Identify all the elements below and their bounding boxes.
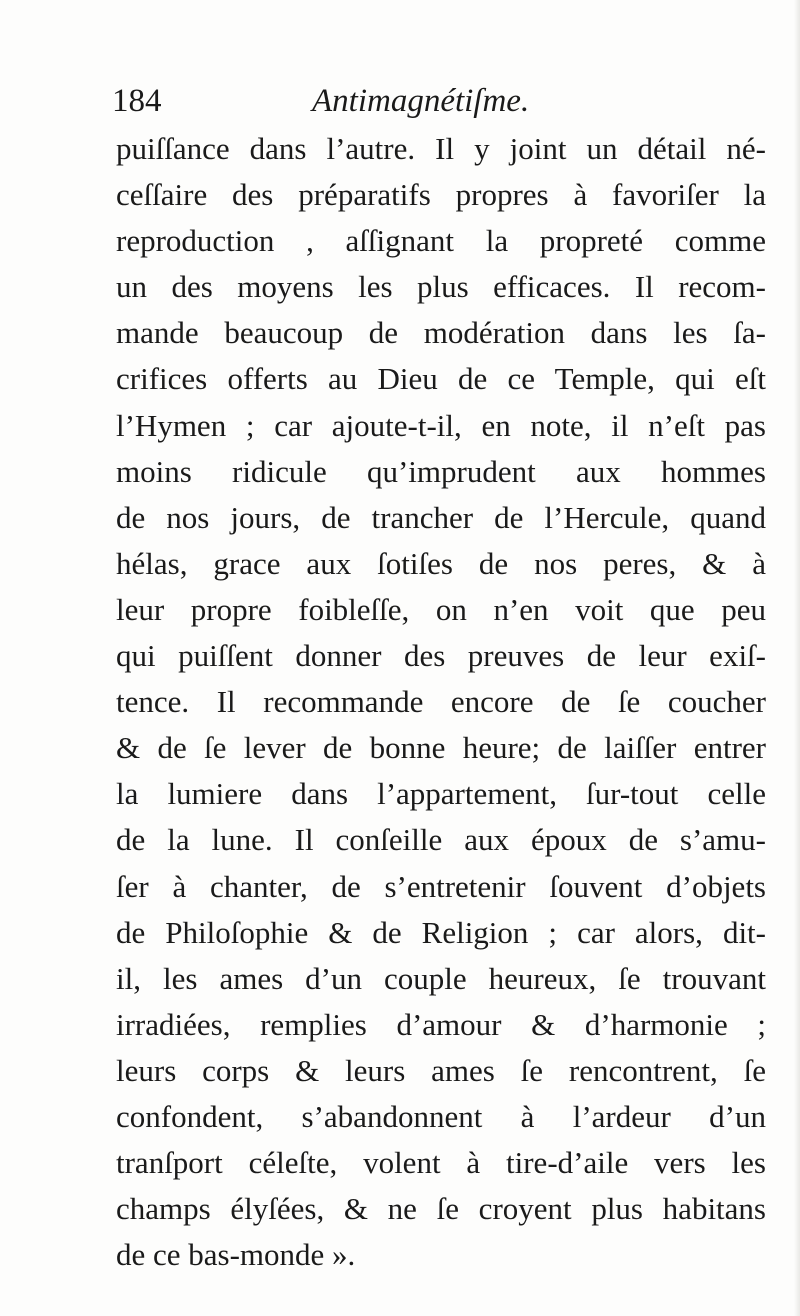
text-line: un des moyens les plus efficaces. Il recom-: [116, 269, 766, 305]
text-line: tranſport céleſte, volent à tire-d’aile vers les: [116, 1145, 766, 1181]
text-line: l’Hymen ; car ajoute-t-il, en note, il n’eſt pas: [116, 407, 766, 443]
text-line: leur propre foibleſſe, on n’en voit que peu: [116, 591, 766, 627]
text-line: la lumiere dans l’appartement, ſur-tout celle: [116, 776, 766, 812]
text-line: de nos jours, de trancher de l’Hercule, quand: [116, 499, 766, 535]
text-line: reproduction , aſſignant la propreté comme: [116, 223, 766, 259]
running-head: [112, 78, 672, 124]
text-line: il, les ames d’un couple heureux, ſe trouvant: [116, 960, 766, 996]
text-line: qui puiſſent donner des preuves de leur exiſ-: [116, 638, 766, 674]
text-line: ceſſaire des préparatifs propres à favoriſer la: [116, 177, 766, 213]
text-line: puiſſance dans l’autre. Il y joint un détail né-: [116, 131, 766, 166]
text-line: de Philoſophie & de Religion ; car alors, dit-: [116, 914, 766, 950]
text-line: de la lune. Il conſeille aux époux de s’amu-: [116, 822, 766, 858]
text-line: confondent, s’abandonnent à l’ardeur d’un: [116, 1098, 766, 1134]
text-line: de ce bas-monde ».: [116, 1237, 356, 1273]
body-text: [116, 126, 766, 1278]
text-line: tence. Il recommande encore de ſe coucher: [116, 684, 766, 720]
page-edge-shadow: [794, 0, 800, 1316]
text-line: leurs corps & leurs ames ſe rencontrent, ſe: [116, 1052, 766, 1088]
text-line: ſer à chanter, de s’entretenir ſouvent d’objets: [116, 868, 766, 904]
page-number: 184: [112, 83, 162, 119]
text-line: champs élyſées, & ne ſe croyent plus habitans: [116, 1191, 766, 1227]
text-line: crifices offerts au Dieu de ce Temple, qui eſt: [116, 361, 766, 397]
running-title: Antimagnétiſme.: [312, 83, 530, 119]
text-line: hélas, grace aux ſotiſes de nos peres, & à: [116, 545, 766, 581]
text-line: irradiées, remplies d’amour & d’harmonie ;: [116, 1006, 766, 1042]
text-line: & de ſe lever de bonne heure; de laiſſer entrer: [116, 730, 766, 766]
text-line: mande beaucoup de modération dans les ſa-: [116, 315, 766, 351]
text-line: moins ridicule qu’imprudent aux hommes: [116, 453, 766, 489]
